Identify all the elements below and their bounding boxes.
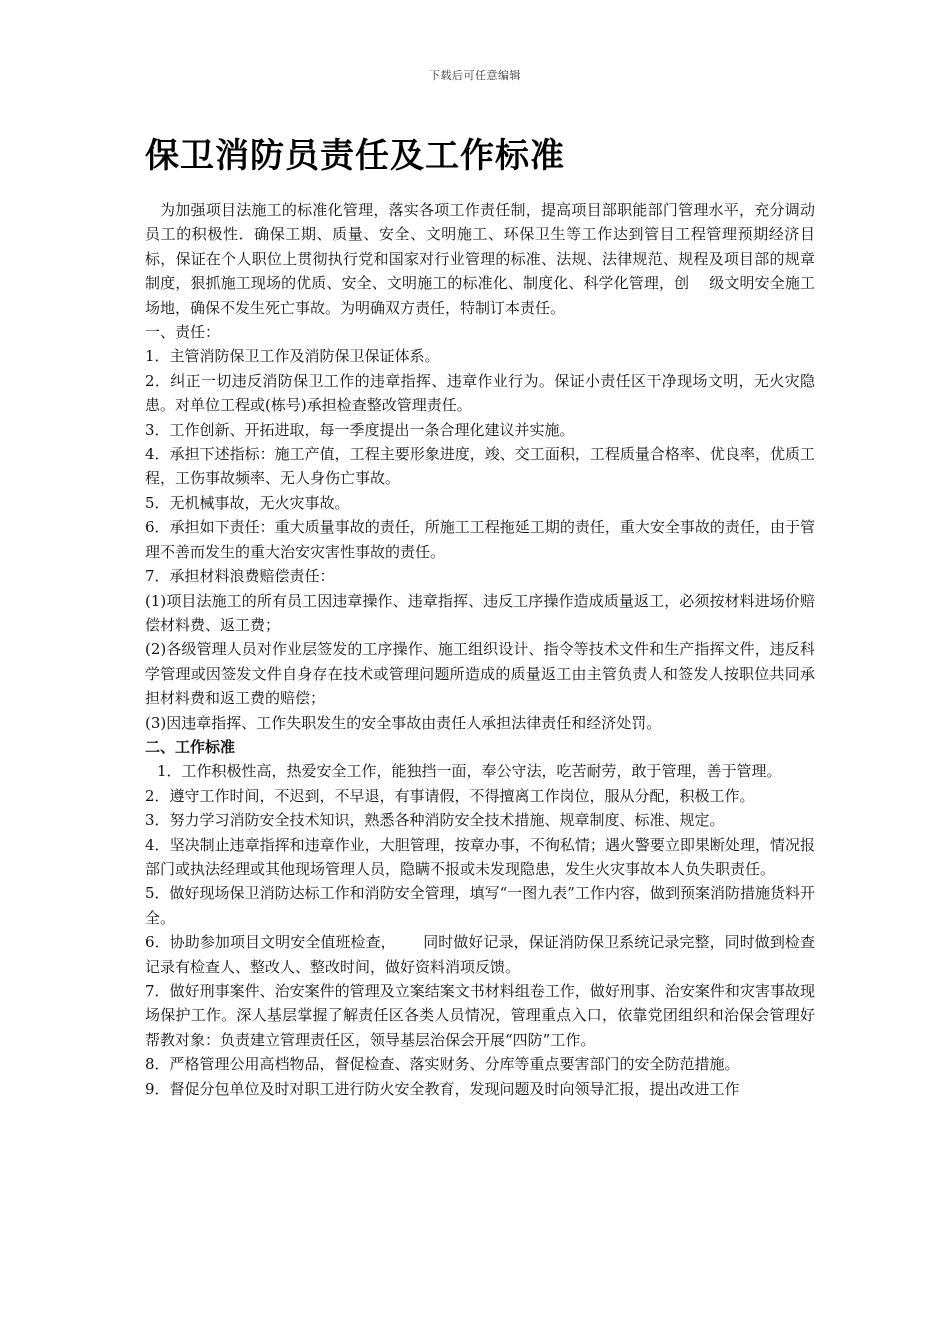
section-1-item: 2．纠正一切违反消防保卫工作的违章指挥、违章作业行为。保证小责任区干净现场文明，无火灾隐患。对单位工程或(栋号)承担检查整改管理责任。 <box>145 371 815 415</box>
section-2-item: 9．督促分包单位及时对职工进行防火安全教育，发现问题及时向领导汇报，提出改进工作 <box>145 1079 740 1098</box>
section-1-item: 6．承担如下责任：重大质量事故的责任，所施工工程拖延工期的责任，重大安全事故的责任，由于管理不善而发生的重大治安灾害性事故的责任。 <box>145 518 815 561</box>
section-2-item: 6．协助参加项目文明安全值班检查， 同时做好记录，保证消防保卫系统记录完整，同时做到检查记录有检查人、整改人、整改时间，做好资料消项反馈。 <box>145 933 815 976</box>
section-2-item: 2．遵守工作时间，不迟到，不早退，有事请假，不得擅离工作岗位，服从分配，积极工作。 <box>145 786 755 805</box>
section-1-subitem: (1)项目法施工的所有员工因违章操作、违章指挥、违反工序操作造成质量返工，必须按材料进场价赔偿材料费、返工费； <box>145 591 815 634</box>
section-1-subitem: (2)各级管理人员对作业层签发的工序操作、施工组织设计、指令等技术文件和生产指挥文件，违反科学管理或因签发文件自身存在技术或管理问题所造成的质量返工由主管负责人和签发人按职位共同承担材料费和返工费的赔偿； <box>145 640 815 708</box>
section-1-subitem: (3)因违章指挥、工作失职发生的安全事故由责任人承担法律责任和经济处罚。 <box>145 713 662 732</box>
section-2-item: 7．做好刑事案件、治安案件的管理及立案结案文书材料组卷工作，做好刑事、治安案件和灾害事故现场保护工作。深人基层掌握了解责任区各类人员情况，管理重点入口，依靠党团组织和治保会管理好帮教对象：负责建立管理责任区，领导基层治保会开展“四防”工作。 <box>145 982 815 1049</box>
header-note: 下载后可任意编辑 <box>429 69 521 82</box>
section-1-heading: 一、责任： <box>145 323 221 342</box>
section-2-heading: 二、工作标准 <box>145 737 236 756</box>
section-2-item: 4．坚决制止违章指挥和违章作业，大胆管理，按章办事，不徇私情；遇火警要立即果断处理，情况报部门或执法经理或其他现场管理人员，隐瞒不报或未发现隐患，发生火灾事故本人负失职责任。 <box>145 835 815 878</box>
section-1-item: 7．承担材料浪费赔偿责任： <box>145 567 335 586</box>
section-2-item: 1．工作积极性高，热爱安全工作，能独挡一面，奉公守法，吃苦耐劳，敢于管理，善于管理。 <box>157 762 782 781</box>
section-1-item: 4．承担下述指标：施工产值，工程主要形象进度，竣、交工面积，工程质量合格率、优良率，优质工程，工伤事故频率、无人身伤亡事故。 <box>145 445 815 488</box>
section-2-item: 8．严格管理公用高档物品，督促检查、落实财务、分库等重点要害部门的安全防范措施。 <box>145 1055 740 1074</box>
document-title: 保卫消防员责任及工作标准 <box>145 136 565 176</box>
intro-paragraph: 为加强项目法施工的标准化管理，落实各项工作责任制，提高项目部职能部门管理水平，充分调动员工的积极性．确保工期、质量、安全、文明施工、环保卫生等工作达到管目工程管理预期经济目标，保证在个人职位上贯彻执行党和国家对行业管理的标准、法规、法律规范、规程及项目部的规章制度，狠抓施工现场的优质、安全、文明施工的标准化、制度化、科学化管理，创 级文明安全施工场地，确保不发生死亡事故。为明确双方责任，特制订本责任。 <box>145 201 815 317</box>
section-1-item: 5．无机械事故，无火灾事故。 <box>145 493 350 512</box>
section-1-item: 1．主管消防保卫工作及消防保卫保证体系。 <box>145 347 440 366</box>
section-2-item: 5．做好现场保卫消防达标工作和消防安全管理，填写“一图九表”工作内容，做到预案消防措施货料开全。 <box>145 884 815 927</box>
section-2-item: 3．努力学习消防安全技术知识，熟悉各种消防安全技术措施、规章制度、标准、规定。 <box>145 811 725 830</box>
section-1-item: 3．工作创新、开拓进取，每一季度提出一条合理化建议并实施。 <box>145 420 575 439</box>
document-body <box>145 198 815 1101</box>
